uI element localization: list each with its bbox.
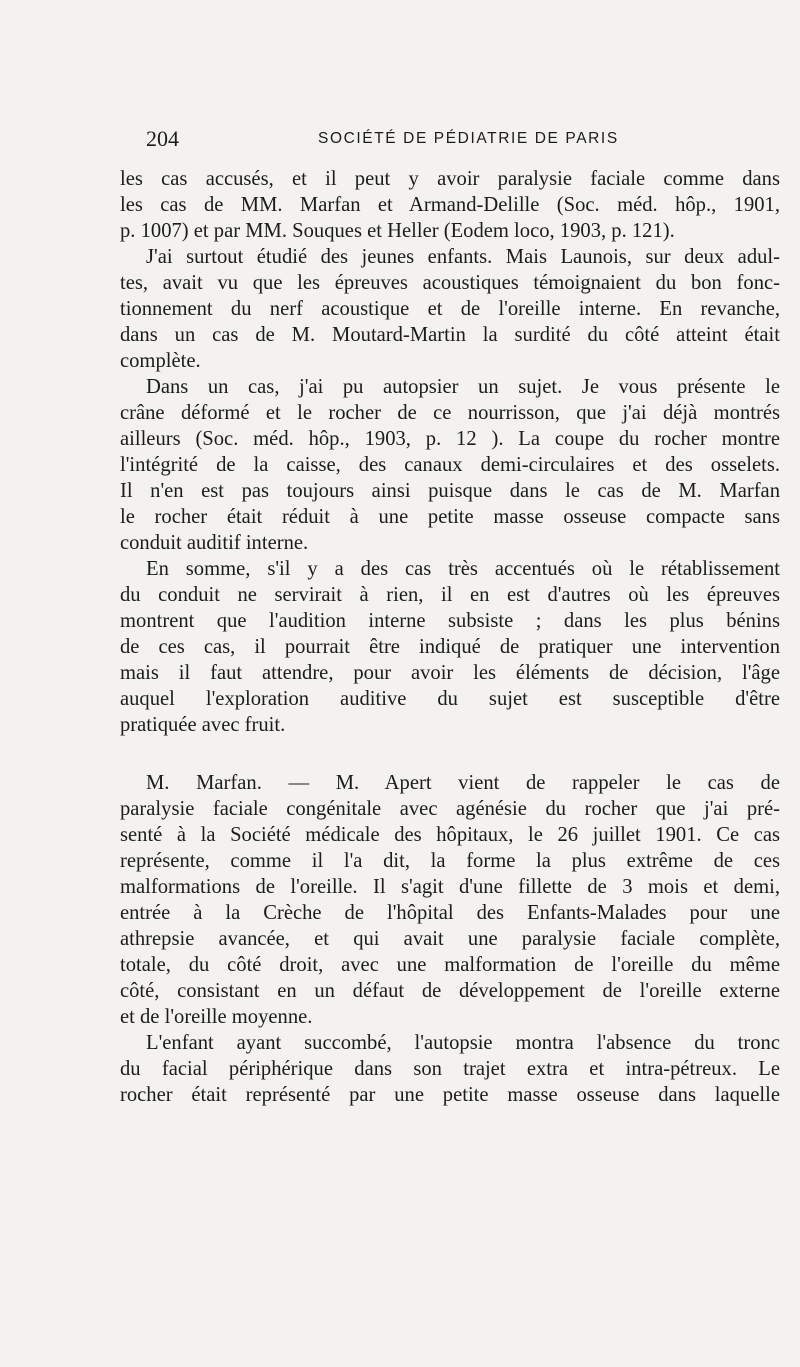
text-line: J'ai surtout étudié des jeunes enfants. Mais Launois, sur deux adul- — [146, 246, 780, 268]
section-gap — [120, 738, 780, 770]
text-line: représente, comme il l'a dit, la forme la plus extrême de ces — [120, 850, 780, 872]
text-line: p. 1007) et par MM. Souques et Heller (Eodem loco, 1903, p. 121). — [120, 220, 675, 242]
body-text — [120, 166, 780, 1108]
text-line: côté, consistant en un défaut de développement de l'oreille externe — [120, 980, 780, 1002]
text-line: pratiquée avec fruit. — [120, 714, 286, 736]
paragraph — [120, 1030, 780, 1108]
text-line: M. Marfan. — M. Apert vient de rappeler le cas de — [146, 772, 780, 794]
text-line: paralysie faciale congénitale avec agénésie du rocher que j'ai pré- — [120, 798, 780, 820]
running-title: SOCIÉTÉ DE PÉDIATRIE DE PARIS — [318, 130, 619, 147]
text-line: montrent que l'audition interne subsiste ; dans les plus bénins — [120, 610, 780, 632]
text-line: tes, avait vu que les épreuves acoustiques témoignaient du bon fonc- — [120, 272, 780, 294]
text-line: En somme, s'il y a des cas très accentués où le rétablissement — [146, 558, 780, 580]
text-line: dans un cas de M. Moutard-Martin la surdité du côté atteint était — [120, 324, 780, 346]
text-line: et de l'oreille moyenne. — [120, 1006, 313, 1028]
text-line: L'enfant ayant succombé, l'autopsie montra l'absence du tronc — [146, 1032, 780, 1054]
page-header — [146, 126, 780, 156]
text-line: les cas de MM. Marfan et Armand-Delille (Soc. méd. hôp., 1901, — [120, 194, 780, 216]
text-line: entrée à la Crèche de l'hôpital des Enfants-Malades pour une — [120, 902, 780, 924]
text-line: du conduit ne servirait à rien, il en est d'autres où les épreuves — [120, 584, 780, 606]
text-line: crâne déformé et le rocher de ce nourrisson, que j'ai déjà montrés — [120, 402, 780, 424]
text-line: rocher était représenté par une petite masse osseuse dans laquelle — [120, 1084, 780, 1106]
text-line: conduit auditif interne. — [120, 532, 309, 554]
text-line: totale, du côté droit, avec une malformation de l'oreille du même — [120, 954, 780, 976]
paragraph — [120, 166, 780, 244]
paragraph — [120, 770, 780, 1030]
text-line: du facial périphérique dans son trajet extra et intra-pétreux. Le — [120, 1058, 780, 1080]
text-line: de ces cas, il pourrait être indiqué de pratiquer une intervention — [120, 636, 780, 658]
text-line: malformations de l'oreille. Il s'agit d'une fillette de 3 mois et demi, — [120, 876, 780, 898]
paragraph — [120, 556, 780, 738]
text-line: athrepsie avancée, et qui avait une paralysie faciale complète, — [120, 928, 780, 950]
text-line: mais il faut attendre, pour avoir les éléments de décision, l'âge — [120, 662, 780, 684]
text-line: ailleurs (Soc. méd. hôp., 1903, p. 12 ). La coupe du rocher montre — [120, 428, 780, 450]
text-line: Il n'en est pas toujours ainsi puisque dans le cas de M. Marfan — [120, 480, 780, 502]
text-line: l'intégrité de la caisse, des canaux demi-circulaires et des osselets. — [120, 454, 780, 476]
text-line: Dans un cas, j'ai pu autopsier un sujet. Je vous présente le — [146, 376, 780, 398]
text-line: complète. — [120, 350, 201, 372]
text-line: le rocher était réduit à une petite masse osseuse compacte sans — [120, 506, 780, 528]
text-line: les cas accusés, et il peut y avoir paralysie faciale comme dans — [120, 168, 780, 190]
paragraph — [120, 374, 780, 556]
text-line: auquel l'exploration auditive du sujet est susceptible d'être — [120, 688, 780, 710]
text-line: senté à la Société médicale des hôpitaux, le 26 juillet 1901. Ce cas — [120, 824, 780, 846]
paragraph — [120, 244, 780, 374]
page-number: 204 — [146, 126, 179, 151]
text-line: tionnement du nerf acoustique et de l'oreille interne. En revanche, — [120, 298, 780, 320]
